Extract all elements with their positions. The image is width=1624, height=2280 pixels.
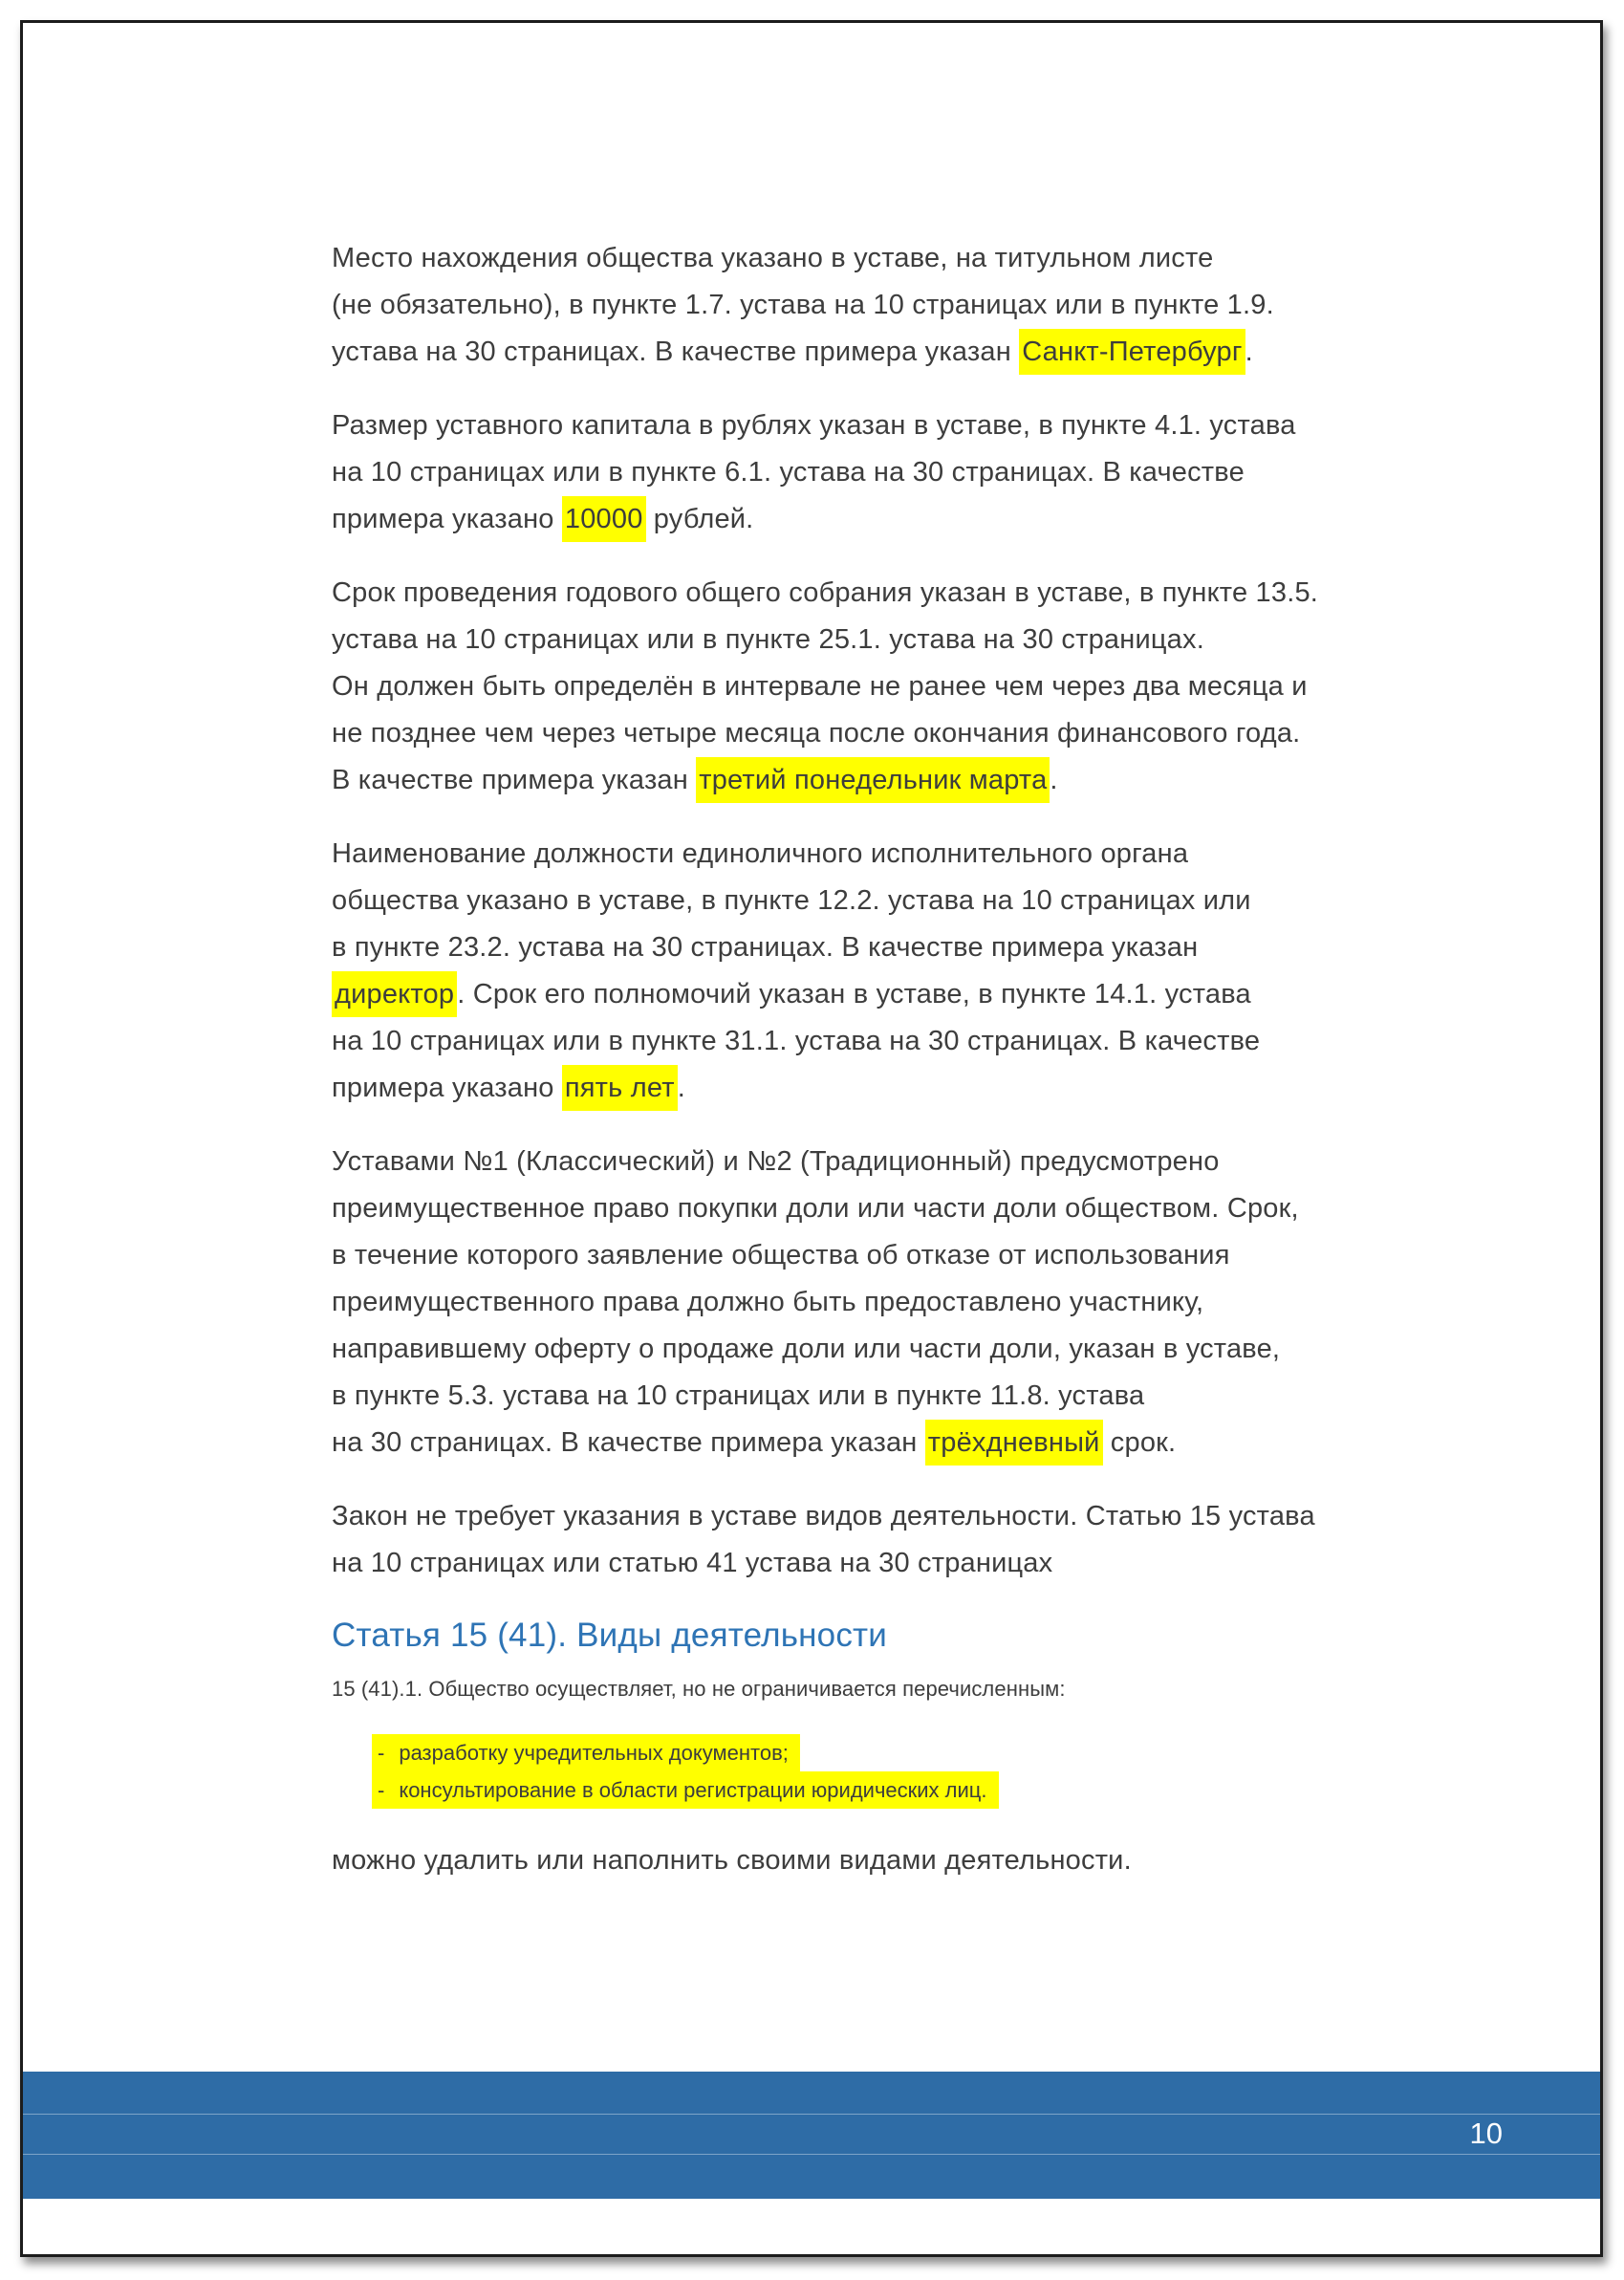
highlighted-text — [372, 1771, 999, 1809]
highlighted-text: третий понедельник марта — [696, 757, 1050, 803]
text-line — [332, 449, 1507, 496]
text-line — [332, 402, 1507, 449]
text-span: . — [1050, 765, 1058, 795]
text-span: преимущественного права должно быть предоставлено участнику, — [332, 1287, 1204, 1317]
footer-divider-bottom — [23, 2154, 1600, 2155]
paragraph — [332, 1670, 1507, 1707]
list-item — [372, 1734, 1507, 1771]
text-span: в течение которого заявление общества об отказе от использования — [332, 1240, 1230, 1270]
text-line — [332, 1279, 1507, 1326]
text-span: преимущественное право покупки доли или части доли обществом. Срок, — [332, 1193, 1299, 1224]
text-span: на 10 страницах или в пункте 31.1. устава на 30 страницах. В качестве — [332, 1026, 1261, 1056]
text-line — [332, 235, 1507, 282]
text-line — [332, 1326, 1507, 1373]
text-span: примера указано — [332, 1073, 562, 1103]
text-span: рублей. — [645, 504, 754, 534]
text-span: общества указано в уставе, в пункте 12.2. устава на 10 страницах или — [332, 885, 1251, 916]
text-line — [332, 924, 1507, 971]
text-span: Размер уставного капитала в рублях указан в уставе, в пункте 4.1. устава — [332, 410, 1296, 441]
text-line — [332, 1670, 1507, 1707]
text-line — [332, 1139, 1507, 1185]
text-span: . Срок его полномочий указан в уставе, в пункте 14.1. устава — [457, 979, 1251, 1010]
text-line — [332, 1540, 1507, 1587]
footer-divider-top — [23, 2114, 1600, 2115]
text-span: 15 (41).1. Общество осуществляет, но не ограничивается перечисленным: — [332, 1677, 1066, 1701]
text-span: в пункте 23.2. устава на 30 страницах. В качестве примера указан — [332, 932, 1199, 963]
text-line — [332, 1493, 1507, 1540]
highlighted-text: трёхдневный — [925, 1420, 1103, 1466]
text-line — [332, 496, 1507, 543]
paragraph — [332, 235, 1507, 376]
text-line — [332, 329, 1507, 376]
text-line — [332, 757, 1507, 804]
text-span: Срок проведения годового общего собрания указан в уставе, в пункте 13.5. — [332, 577, 1319, 608]
text-span: в пункте 5.3. устава на 10 страницах или в пункте 11.8. устава — [332, 1380, 1145, 1411]
text-line — [332, 1018, 1507, 1065]
highlighted-text: 10000 — [562, 496, 646, 542]
text-line — [332, 878, 1507, 924]
page-number: 10 — [1469, 2117, 1503, 2150]
paragraph — [332, 570, 1507, 804]
list-dash: - — [378, 1741, 385, 1765]
text-span: . — [1245, 337, 1253, 367]
list-item-text: консультирование в области регистрации юридических лиц. — [399, 1778, 987, 1802]
highlighted-text: директор — [332, 971, 457, 1017]
text-span: не позднее чем через четыре месяца после окончания финансового года. — [332, 718, 1301, 749]
text-span: направившему оферту о продаже доли или части доли, указан в уставе, — [332, 1334, 1281, 1364]
text-line — [332, 971, 1507, 1018]
footer-band — [23, 2072, 1600, 2199]
text-span: устава на 10 страницах или в пункте 25.1. устава на 30 страницах. — [332, 624, 1204, 655]
text-span: можно удалить или наполнить своими видами деятельности. — [332, 1845, 1132, 1876]
text-line — [332, 1185, 1507, 1232]
activity-list — [372, 1734, 1507, 1809]
text-line — [332, 1232, 1507, 1279]
text-span: примера указано — [332, 504, 562, 534]
paragraph — [332, 1139, 1507, 1466]
text-span: Место нахождения общества указано в уставе, на титульном листе — [332, 243, 1214, 273]
text-span: на 10 страницах или статью 41 устава на 30 страницах — [332, 1548, 1053, 1578]
text-line — [332, 570, 1507, 617]
text-span: Закон не требует указания в уставе видов деятельности. Статью 15 устава — [332, 1501, 1315, 1531]
paragraph — [332, 1837, 1507, 1884]
text-span: Наименование должности единоличного исполнительного органа — [332, 838, 1189, 869]
document-content — [332, 23, 1507, 1911]
text-span: Он должен быть определён в интервале не ранее чем через два месяца и — [332, 671, 1308, 702]
text-span: устава на 30 страницах. В качестве примера указан — [332, 337, 1020, 367]
text-span: (не обязательно), в пункте 1.7. устава на 10 страницах или в пункте 1.9. — [332, 290, 1274, 320]
text-line — [332, 831, 1507, 878]
text-line — [332, 1373, 1507, 1420]
text-span: на 30 страницах. В качестве примера указан — [332, 1427, 925, 1458]
text-span: срок. — [1102, 1427, 1177, 1458]
highlighted-text: Санкт-Петербург — [1019, 329, 1245, 375]
document-page — [20, 20, 1603, 2257]
text-span: . — [677, 1073, 685, 1103]
text-line — [332, 1420, 1507, 1466]
text-line — [332, 663, 1507, 710]
paragraph — [332, 831, 1507, 1112]
text-span: на 10 страницах или в пункте 6.1. устава на 30 страницах. В качестве — [332, 457, 1245, 488]
list-item-text: разработку учредительных документов; — [399, 1741, 789, 1765]
list-dash: - — [378, 1778, 385, 1802]
text-span: Уставами №1 (Классический) и №2 (Традиционный) предусмотрено — [332, 1146, 1220, 1177]
text-line — [332, 1837, 1507, 1884]
list-item — [372, 1771, 1507, 1809]
paragraph — [332, 402, 1507, 543]
text-span: В качестве примера указан — [332, 765, 697, 795]
section-heading: Статья 15 (41). Виды деятельности — [332, 1617, 888, 1654]
text-line — [332, 710, 1507, 757]
paragraph — [332, 1493, 1507, 1587]
text-line — [332, 1065, 1507, 1112]
highlighted-text: пять лет — [562, 1065, 678, 1111]
text-line — [332, 617, 1507, 663]
text-line — [332, 282, 1507, 329]
highlighted-text — [372, 1734, 800, 1771]
